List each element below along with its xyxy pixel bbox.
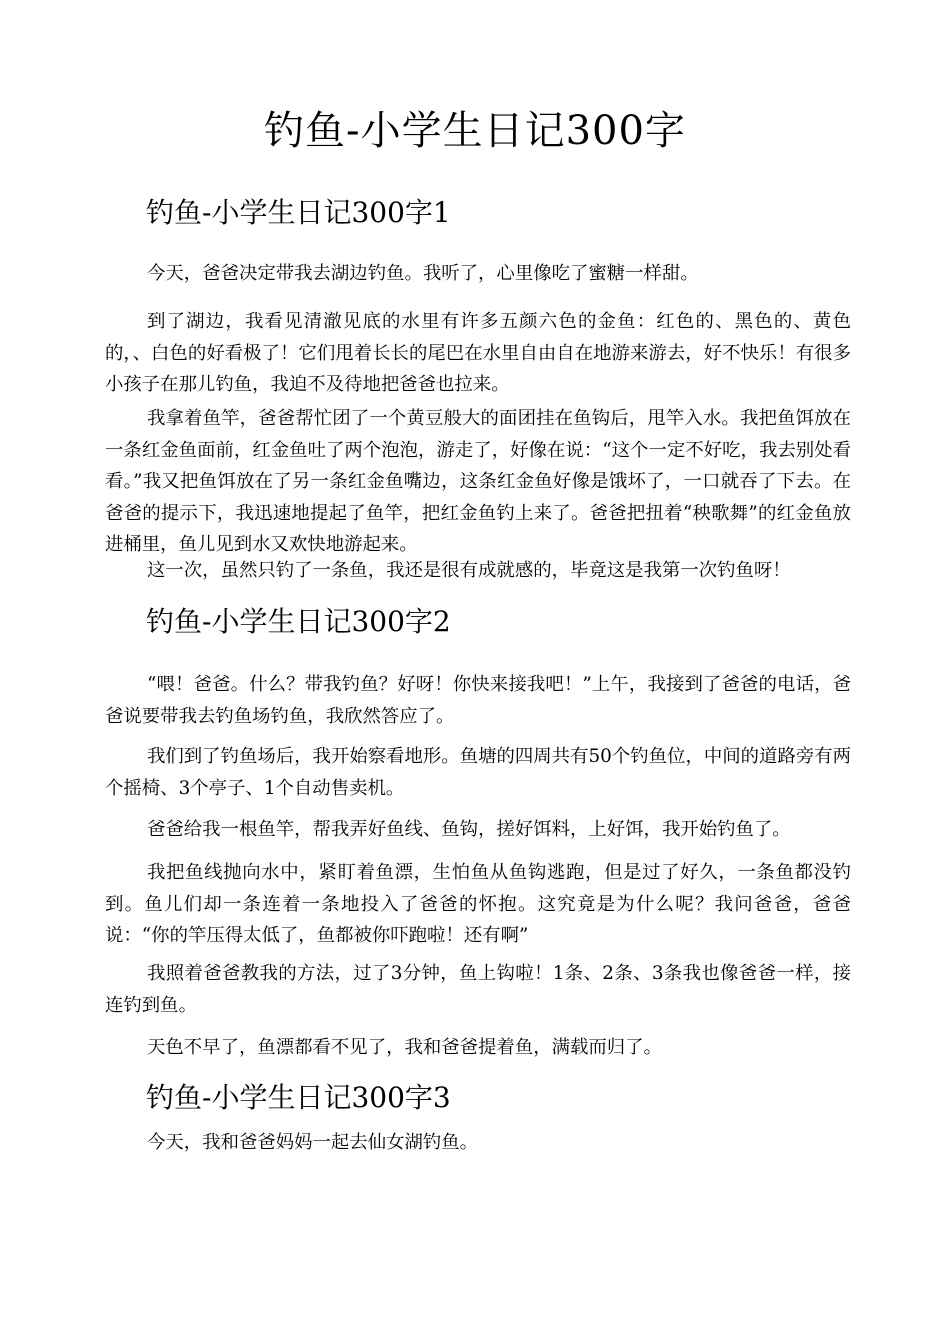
section-1-paragraph-3: 我拿着鱼竿，爸爸帮忙团了一个黄豆般大的面团挂在鱼钩后，甩竿入水。我把鱼饵放在一条红金鱼面前，红金鱼吐了两个泡泡，游走了，好像在说：“这个一定不好吃，我去别处看看。”我又把鱼饵放在了另一条红金鱼嘴边，这条红金鱼好像是饿坏了，一口就吞了下去。在爸爸的提示下，我迅速地提起了鱼竿，把红金鱼钓上来了。爸爸把扭着“秧歌舞”的红金鱼放进桶里，鱼儿见到水又欢快地游起来。 xyxy=(105,408,851,555)
section-3-paragraph-1: 今天，我和爸爸妈妈一起去仙女湖钓鱼。 xyxy=(147,1132,479,1153)
section-2-paragraph-4: 我把鱼线抛向水中，紧盯着鱼漂，生怕鱼从鱼钩逃跑，但是过了好久，一条鱼都没钓到。鱼儿们却一条连着一条地投入了爸爸的怀抱。这究竟是为什么呢？我问爸爸，爸爸说：“你的竿压得太低了，鱼都被你吓跑啦！还有啊” xyxy=(105,862,851,946)
section-heading-3: 钓鱼-小学生日记300字3 xyxy=(146,1081,451,1114)
document-title: 钓鱼-小学生日记300字 xyxy=(264,108,686,154)
section-1-paragraph-2: 到了湖边，我看见清澈见底的水里有许多五颜六色的金鱼：红色的、黑色的、黄色的，、白色的好看极了！它们甩着长长的尾巴在水里自由自在地游来游去，好不快乐！有很多小孩子在那儿钓鱼，我迫不及待地把爸爸也拉来。 xyxy=(105,311,851,395)
section-heading-1: 钓鱼-小学生日记300字1 xyxy=(146,196,451,229)
section-2-paragraph-2: 我们到了钓鱼场后，我开始察看地形。鱼塘的四周共有50个钓鱼位，中间的道路旁有两个摇椅、3个亭子、1个自动售卖机。 xyxy=(105,746,851,799)
section-1-paragraph-4: 这一次，虽然只钓了一条鱼，我还是很有成就感的，毕竟这是我第一次钓鱼呀！ xyxy=(147,560,791,581)
section-2-paragraph-5: 我照着爸爸教我的方法，过了3分钟，鱼上钩啦！1条、2条、3条我也像爸爸一样，接连钓到鱼。 xyxy=(105,963,851,1016)
section-heading-2: 钓鱼-小学生日记300字2 xyxy=(146,605,451,638)
section-1-paragraph-1: 今天，爸爸决定带我去湖边钓鱼。我听了，心里像吃了蜜糖一样甜。 xyxy=(147,263,699,284)
section-2-paragraph-1: “喂！爸爸。什么？带我钓鱼？好呀！你快来接我吧！”上午，我接到了爸爸的电话，爸爸说要带我去钓鱼场钓鱼，我欣然答应了。 xyxy=(105,674,851,727)
section-2-paragraph-6: 天色不早了，鱼漂都看不见了，我和爸爸提着鱼，满载而归了。 xyxy=(147,1037,662,1058)
section-2-paragraph-3: 爸爸给我一根鱼竿，帮我弄好鱼线、鱼钩，搓好饵料，上好饵，我开始钓鱼了。 xyxy=(147,819,791,840)
